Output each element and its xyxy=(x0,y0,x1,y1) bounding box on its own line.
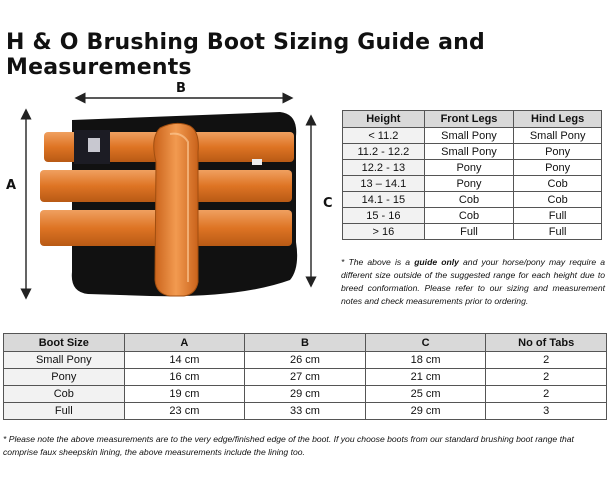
hind-legs-cell: Full xyxy=(514,224,602,240)
guide-note xyxy=(341,256,605,308)
height-cell: 14.1 - 15 xyxy=(343,192,425,208)
measurement-footnote: * Please note the above measurements are to the very edge/finished edge of the boot. If you choose boots from our standard brushing boot range that comprise faux sheepskin lining, the above measurements include the lining too. xyxy=(3,434,574,457)
boot-strike-shell xyxy=(154,123,199,296)
table-header-row xyxy=(343,111,602,128)
header-no-of-tabs: No of Tabs xyxy=(486,334,607,352)
a-cell: 23 cm xyxy=(124,403,245,420)
header-c: C xyxy=(365,334,486,352)
table-row xyxy=(343,224,602,240)
table-row xyxy=(343,128,602,144)
front-legs-cell: Small Pony xyxy=(424,144,514,160)
c-cell: 29 cm xyxy=(365,403,486,420)
b-cell: 29 cm xyxy=(245,386,366,403)
table-row xyxy=(4,403,607,420)
dimension-c-label: C xyxy=(323,196,333,211)
table-row xyxy=(4,386,607,403)
hind-legs-cell: Cob xyxy=(514,176,602,192)
front-legs-cell: Cob xyxy=(424,192,514,208)
table-row xyxy=(4,369,607,386)
page-title: H & O Brushing Boot Sizing Guide and Measurements xyxy=(6,30,485,80)
tabs-cell: 2 xyxy=(486,386,607,403)
b-cell: 27 cm xyxy=(245,369,366,386)
dimension-b-label: B xyxy=(176,81,186,96)
header-front-legs: Front Legs xyxy=(424,111,514,128)
b-cell: 26 cm xyxy=(245,352,366,369)
boot-diagram xyxy=(0,72,340,332)
header-b: B xyxy=(245,334,366,352)
front-legs-cell: Pony xyxy=(424,176,514,192)
tabs-cell: 2 xyxy=(486,352,607,369)
header-hind-legs: Hind Legs xyxy=(514,111,602,128)
hind-legs-cell: Pony xyxy=(514,160,602,176)
a-cell: 19 cm xyxy=(124,386,245,403)
boot-size-cell: Pony xyxy=(4,369,125,386)
guide-note-prefix: * The above is a xyxy=(341,257,415,267)
c-cell: 18 cm xyxy=(365,352,486,369)
header-height: Height xyxy=(343,111,425,128)
height-cell: 15 - 16 xyxy=(343,208,425,224)
b-cell: 33 cm xyxy=(245,403,366,420)
table-row xyxy=(4,352,607,369)
hind-legs-cell: Small Pony xyxy=(514,128,602,144)
height-size-table xyxy=(342,110,602,240)
guide-note-rest: and your horse/pony may require a different size outside of the suggested range for each height due to breed conformation. Please refer to our sizing and measurement notes and check measurements prior to ordering. xyxy=(341,257,606,306)
height-cell: 11.2 - 12.2 xyxy=(343,144,425,160)
table-row xyxy=(343,160,602,176)
header-boot-size: Boot Size xyxy=(4,334,125,352)
a-cell: 14 cm xyxy=(124,352,245,369)
a-cell: 16 cm xyxy=(124,369,245,386)
height-cell: 13 – 14.1 xyxy=(343,176,425,192)
boot-size-cell: Small Pony xyxy=(4,352,125,369)
table-row xyxy=(343,208,602,224)
boot-size-cell: Cob xyxy=(4,386,125,403)
height-cell: 12.2 - 13 xyxy=(343,160,425,176)
tabs-cell: 2 xyxy=(486,369,607,386)
table-header-row xyxy=(4,334,607,352)
hind-legs-cell: Full xyxy=(514,208,602,224)
measurement-table xyxy=(3,333,607,420)
front-legs-cell: Pony xyxy=(424,160,514,176)
tabs-cell: 3 xyxy=(486,403,607,420)
front-legs-cell: Full xyxy=(424,224,514,240)
c-cell: 25 cm xyxy=(365,386,486,403)
height-cell: > 16 xyxy=(343,224,425,240)
front-legs-cell: Small Pony xyxy=(424,128,514,144)
boot-size-cell: Full xyxy=(4,403,125,420)
front-legs-cell: Cob xyxy=(424,208,514,224)
dimension-a-label: A xyxy=(6,178,17,193)
c-cell: 21 cm xyxy=(365,369,486,386)
table-row xyxy=(343,144,602,160)
height-cell: < 11.2 xyxy=(343,128,425,144)
hind-legs-cell: Cob xyxy=(514,192,602,208)
table-row xyxy=(343,176,602,192)
hind-legs-cell: Pony xyxy=(514,144,602,160)
table-row xyxy=(343,192,602,208)
guide-note-bold: guide only xyxy=(414,257,459,267)
header-a: A xyxy=(124,334,245,352)
